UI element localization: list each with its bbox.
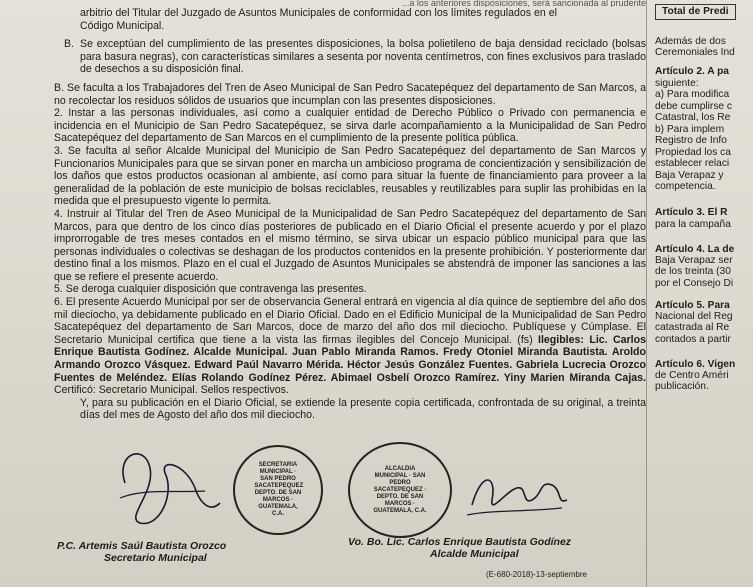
adjacent-line-9: Registro de Info bbox=[655, 135, 727, 146]
paragraph-6 bbox=[54, 296, 646, 397]
intro-line-2: Código Municipal. bbox=[80, 19, 165, 32]
adjacent-header: Total de Predi bbox=[655, 4, 736, 20]
adjacent-line-26: publicación. bbox=[655, 381, 709, 392]
item-b-text: Se exceptúan del cumplimiento de las presentes disposiciones, la bolsa polietileno de baja densidad reciclado (bolsas para basura negras), con características similares a sesenta por noventa centímetros, con fines exclusivos para traslado de desechos a su disposición final. bbox=[80, 38, 646, 76]
adjacent-line-4: siguiente: bbox=[655, 78, 699, 89]
adjacent-line-10: Propiedad los ca bbox=[655, 147, 731, 158]
adjacent-line-17: Baja Verapaz ser bbox=[655, 255, 733, 266]
signature-block bbox=[0, 438, 753, 587]
adjacent-line-1: Además de dos bbox=[655, 36, 726, 47]
adjacent-line-12: Baja Verapaz y bbox=[655, 170, 724, 181]
paragraph-6-signatories: Ilegibles: Lic. Carlos Enrique Bautista Godínez. Alcalde Municipal. Juan Pablo Miranda Ramos. Fredy Otoniel Miranda Bautista. Aroldo Armando Orozco Vásquez. Edward Paúl Navarro Mérida. Héctor Jesús González Fuentes. Gabriela Lucrecia Orozco Fuentes de Meléndez. Elías Rolando Godínez Pérez. Abimael Osbelí Orozco Ramírez. Yiny Marien Miranda Cajas. bbox=[54, 333, 646, 384]
secretaria-seal-text: SECRETARIA MUNICIPAL · SAN PEDRO SACATEPEQUEZ DEPTO. DE SAN MARCOS · GUATEMALA, C.A. bbox=[254, 462, 304, 517]
right-signature-icon bbox=[462, 460, 572, 530]
secretaria-seal-icon bbox=[233, 445, 323, 535]
main-column bbox=[54, 0, 646, 422]
paragraph-3: 3. Se faculta al señor Alcalde Municipal del Municipio de San Pedro Sacatepéquez del departamento de San Marcos y Funcionarios Municipales para que se sirvan poner en marcha un ambicioso programa de concientización y sensibilización de los daños que estos productos ocasionan al ambiente, así como para situar la fuente de financiamiento para proveer a la generalidad de la población de este municipio de bolsas reciclables, reusables y reutilizables para suplir las prohibidas en la medida que el presupuesto vigente lo permita. bbox=[54, 144, 646, 208]
adjacent-line-11: establecer relaci bbox=[655, 158, 730, 169]
adjacent-line-21: Nacional del Reg bbox=[655, 311, 733, 322]
paragraph-6-text: 6. El presente Acuerdo Municipal por ser de observancia General entrará en vigencia al día quince de septiembre del año dos mil dieciocho, ya debidamente publicado en el Diario Oficial. Dado en el Edificio Municipal de la Municipalidad de San Pedro Sacatepéquez del departamento de San Marcos, doce de marzo del año dos mil dieciocho. Publíquese y Cúmplase. El Secretario Municipal certifica que tiene a la vista las firmas ilegibles del Concejo Municipal. (fs) bbox=[54, 296, 646, 346]
adjacent-line-3: Artículo 2. A pa bbox=[655, 66, 729, 77]
adjacent-line-14: Artículo 3. El R bbox=[655, 207, 728, 218]
adjacent-line-25: de Centro Améri bbox=[655, 370, 729, 381]
adjacent-line-6: debe cumplirse c bbox=[655, 101, 733, 112]
adjacent-line-15: para la campaña bbox=[655, 219, 731, 230]
adjacent-line-20: Artículo 5. Para bbox=[655, 300, 730, 311]
left-signatory-name: P.C. Artemis Saúl Bautista Orozco bbox=[57, 540, 227, 552]
adjacent-line-8: b) Para implem bbox=[655, 124, 725, 135]
right-signatory-name: Vo. Bo. Lic. Carlos Enrique Bautista Godínez bbox=[348, 536, 572, 548]
paragraph-b-faculta: B. Se faculta a los Trabajadores del Tren de Aseo Municipal de San Pedro Sacatepéquez del departamento de San Marcos, a no recolectar los residuos sólidos de usuarios que incumplan con las presentes disposiciones. bbox=[54, 81, 646, 107]
adjacent-line-22: catastrada al Re bbox=[655, 322, 730, 333]
paragraph-6-end: Certificó: Secretario Municipal. Sellos respectivos. bbox=[54, 384, 289, 397]
paragraph-4: 4. Instruir al Titular del Tren de Aseo Municipal de la Municipalidad de San Pedro Sacatepéquez del departamento de San Marcos, para que dentro de los cinco días posteriores de publicado en el Diario Oficial el presente acuerdo y por el plazo improrrogable de tres meses contados en el mismo término, se sirva ubicar un espacio público municipal para que las personas individuales o colectivas se deshagan de los productos contenidos en la presente prohibición. Y posteriormente dar destino final a los mismos. Plazo en el cual el Juzgado de Asuntos Municipales se abstendrá de imponer las sanciones a las que se refiere el presente acuerdo. bbox=[54, 207, 646, 283]
adjacent-line-16: Artículo 4. La de bbox=[655, 244, 735, 255]
alcaldia-seal-text: ALCALDIA MUNICIPAL · SAN PEDRO SACATEPEQUEZ · DEPTO. DE SAN MARCOS · GUATEMALA, C.A. bbox=[373, 465, 427, 514]
paragraph-5: 5. Se deroga cualquier disposición que contravenga las presentes. bbox=[54, 283, 367, 296]
item-b-paragraph bbox=[54, 38, 646, 76]
adjacent-line-7: Catastral, los Re bbox=[655, 112, 731, 123]
adjacent-line-5: a) Para modifica bbox=[655, 89, 730, 100]
top-fragment: ...a los anteriores disposiciones, será sancionada al prudente bbox=[401, 0, 646, 7]
paragraph-2: 2. Instar a las personas individuales, así como a cualquier entidad de Derecho Público o Privado con permanencia e incidencia en el Municipio de San Pedro Sacatepéquez, se sirva darle acompañamiento a la Municipalidad de San Pedro Sacatepéquez del departamento de San Marcos en el cumplimiento de la presente política pública. bbox=[54, 107, 646, 145]
publication-code: (E-680-2018)-13-septiembre bbox=[486, 570, 587, 579]
left-signatory-title: Secretario Municipal bbox=[104, 552, 207, 564]
right-signatory-title: Alcalde Municipal bbox=[430, 548, 519, 560]
left-signature-icon bbox=[105, 443, 225, 533]
intro-line-1: arbitrio del Titular del Juzgado de Asuntos Municipales de conformidad con los límites regulados en el bbox=[80, 7, 557, 19]
adjacent-line-24: Artículo 6. Vigen bbox=[655, 359, 736, 370]
adjacent-line-19: por el Consejo Di bbox=[655, 278, 734, 289]
item-b-letter: B. bbox=[64, 38, 75, 51]
adjacent-line-18: de los treinta (30 bbox=[655, 266, 731, 277]
closing-paragraph: Y, para su publicación en el Diario Oficial, se extiende la presente copia certificada, confrontada de su original, a treinta días del mes de Agosto del año dos mil dieciocho. bbox=[80, 396, 646, 422]
alcaldia-seal-icon bbox=[348, 442, 452, 538]
adjacent-line-23: contados a partir bbox=[655, 334, 731, 345]
adjacent-line-2: Ceremoniales Ind bbox=[655, 47, 735, 58]
adjacent-column bbox=[646, 0, 753, 587]
adjacent-line-13: competencia. bbox=[655, 181, 716, 192]
